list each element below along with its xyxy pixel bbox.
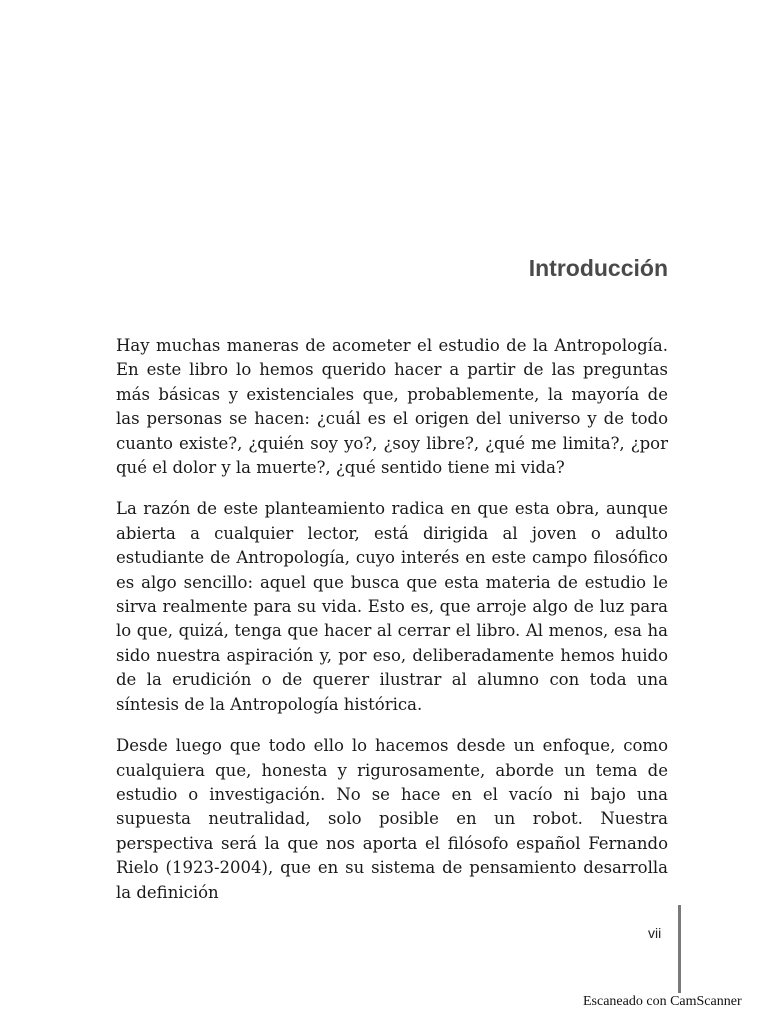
scan-watermark: Escaneado con CamScanner — [583, 994, 742, 1009]
margin-rule — [678, 905, 681, 993]
body-text — [116, 334, 668, 922]
paragraph: La razón de este planteamiento radica en que esta obra, aunque abierta a cualquier lector, está dirigida al joven o adulto estudiante de Antropología, cuyo interés en este campo filosófico es algo sencillo: aquel que busca que esta materia de estudio le sirva realmente para su vida. Esto es, que arroje algo de luz para lo que, quizá, tenga que hacer al cerrar el libro. Al menos, esa ha sido nuestra aspiración y, por eso, deliberadamente hemos huido de la erudición o de querer ilustrar al alumno con toda una síntesis de la Antropología histórica. — [116, 499, 668, 714]
page-title: Introducción — [528, 255, 668, 281]
page-number: vii — [648, 925, 662, 941]
paragraph: Desde luego que todo ello lo hacemos desde un enfoque, como cualquiera que, honesta y rigurosamente, aborde un tema de estudio o investigación. No se hace en el vacío ni bajo una supuesta neutralidad, solo posible en un robot. Nuestra perspectiva será la que nos aporta el filósofo español Fernando Rielo (1923-2004), que en su sistema de pensamiento desarrolla la definición — [116, 736, 668, 902]
paragraph: Hay muchas maneras de acometer el estudio de la Antropología. En este libro lo hemos querido hacer a partir de las preguntas más básicas y existenciales que, probablemente, la mayoría de las personas se hacen: ¿cuál es el origen del universo y de todo cuanto existe?, ¿quién soy yo?, ¿soy libre?, ¿qué me limita?, ¿por qué el dolor y la muerte?, ¿qué sentido tiene mi vida? — [116, 336, 668, 478]
